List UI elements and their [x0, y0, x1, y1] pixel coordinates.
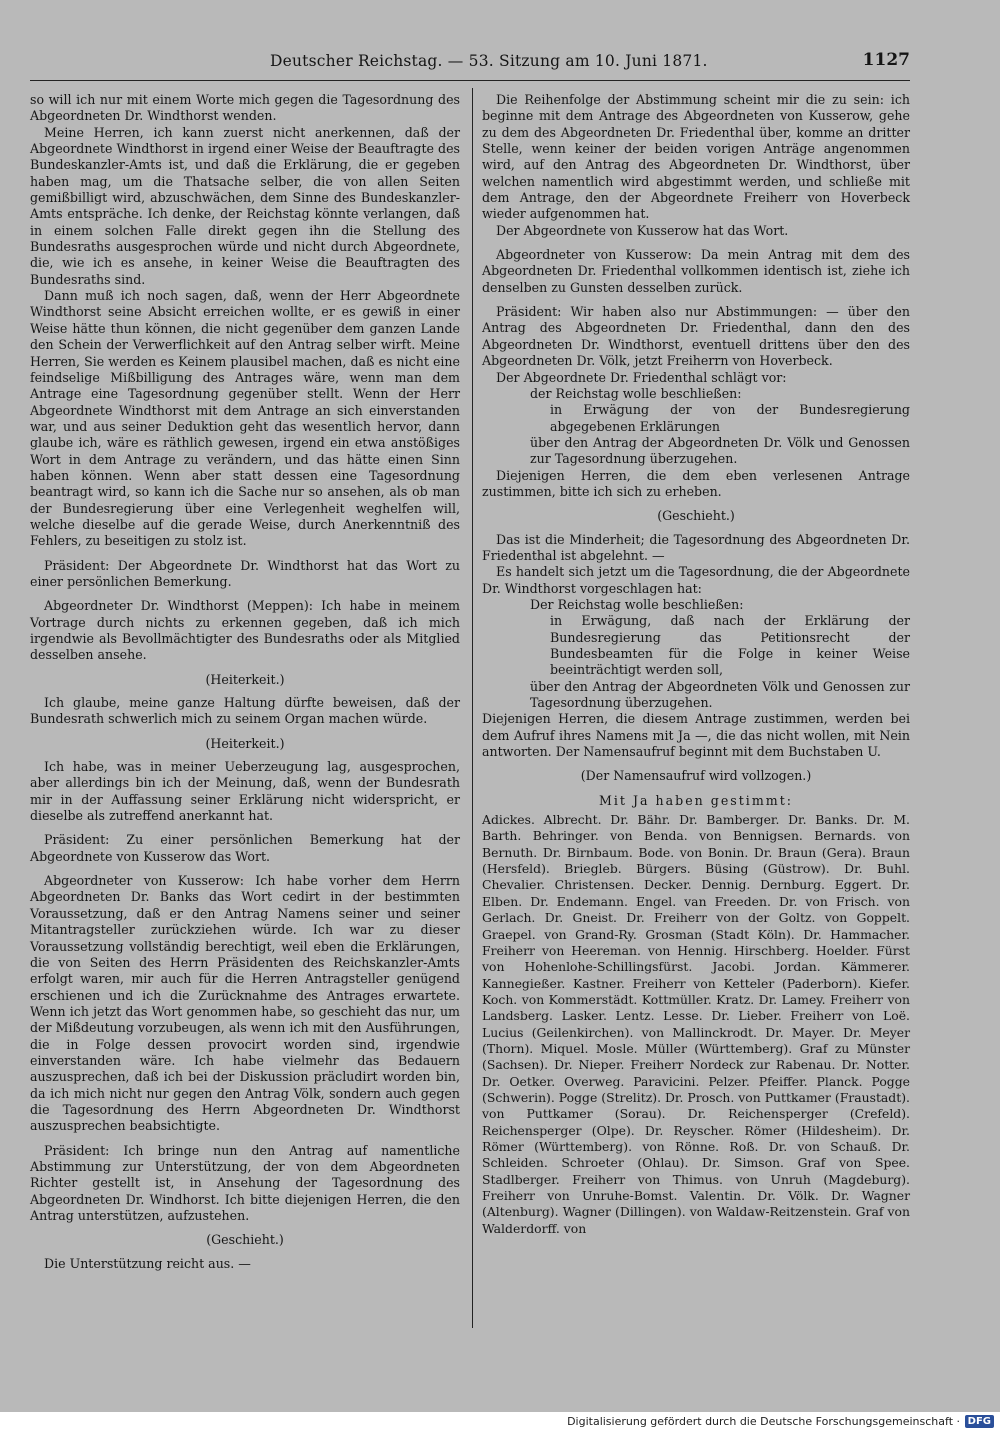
motion-text: der Reichstag wolle beschließen:	[530, 385, 742, 401]
paragraph: Die Unterstützung reicht aus. —	[44, 1255, 251, 1271]
speaker-paragraph: Abgeordneter von Kusserow: Da mein Antrag mit dem des Abgeordneten Dr. Friedenthal vollkommen identisch ist, ziehe ich denselben zu Gunsten desselben zurück.	[482, 247, 910, 295]
column-divider	[472, 88, 473, 1328]
digitization-footer	[0, 1412, 1000, 1432]
paragraph: Der Abgeordnete von Kusserow hat das Wort.	[496, 222, 789, 238]
speaker-paragraph: Abgeordneter von Kusserow: Ich habe vorher dem Herrn Abgeordneten Dr. Banks das Wort cedirt in der bestimmten Voraussetzung, daß er den Antrag Namens seiner und seiner Mitantragsteller zurückziehen würde. Ich war zu dieser Voraussetzung vollständig berechtigt, weil eben die Erklärungen, die von Seiten des Herrn Präsidenten des Reichskanzler-Amts erfolgt waren, mir auch für die Herren Antragsteller genügend erschienen und ich die Zurücknahme des Antrages erwartete. Wenn ich jetzt das Wort genommen habe, so geschieht das nur, um der Mißdeutung vorzubeugen, als wenn ich mit den Ausführungen, die in Folge dessen provocirt worden sind, irgendwie einverstanden wäre. Ich habe vielmehr das Bedauern auszusprechen, daß ich bei der Diskussion präcludirt worden bin, da ich mich nicht nur gegen den Antrag Völk, sondern auch gegen die Tagesordnung des Herrn Abgeordneten Dr. Windthorst auszusprechen beabsichtigte.	[30, 873, 460, 1134]
vote-name-list: Adickes. Albrecht. Dr. Bähr. Dr. Bamberger. Dr. Banks. Dr. M. Barth. Behringer. von Benda. von Bennigsen. Bernards. von Bernuth. Dr. Birnbaum. Bode. von Bonin. Dr. Braun (Gera). Braun (Hersfeld). Briegleb. Bürgers. Büsing (Güstrow). Dr. Buhl. Chevalier. Christensen. Decker. Dennig. Dernburg. Eggert. Dr. Elben. Dr. Endemann. Engel. van Freeden. Dr. von Frisch. von Gerlach. Dr. Gneist. Dr. Freiherr von der Goltz. von Goppelt. Graepel. von Grand-Ry. Grosman (Stadt Köln). Dr. Hammacher. Freiherr von Heereman. von Hennig. Hirschberg. Hoelder. Fürst von Hohenlohe-Schillingsfürst. Jacobi. Jordan. Kämmerer. Kannegießer. Kastner. Freiherr von Ketteler (Paderborn). Kiefer. Koch. von Kommerstädt. Kottmüller. Kratz. Dr. Lamey. Freiherr von Landsberg. Lasker. Lentz. Lesse. Dr. Lieber. Freiherr von Loë. Lucius (Geilenkirchen). von Mallinckrodt. Dr. Mayer. Dr. Meyer (Thorn). Miquel. Mosle. Müller (Württemberg). Graf zu Münster (Sachsen). Dr. Nieper. Freiherr Nordeck zur Rabenau. Dr. Notter. Dr. Oetker. Overweg. Paravicini. Pelzer. Pfeiffer. Planck. Pogge (Schwerin). Pogge (Strelitz). Dr. Prosch. von Puttkamer (Fraustadt). von Puttkamer (Sorau). Dr. Reichensperger (Crefeld). Reichensperger (Olpe). Dr. Reyscher. Römer (Hildesheim). Dr. Römer (Württemberg). von Rönne. Roß. Dr. von Schauß. Dr. Schleiden. Schroeter (Ohlau). Dr. Simson. Graf von Spee. Stadlberger. Freiherr von Thimus. von Unruh (Magdeburg). Freiherr von Unruhe-Bomst. Valentin. Dr. Völk. Dr. Wagner (Altenburg). Wagner (Dillingen). von Waldaw-Reitzenstein. Graf von Walderdorff. von	[482, 812, 910, 1236]
stage-direction: (Geschieht.)	[206, 1232, 284, 1248]
motion-text: Der Reichstag wolle beschließen:	[530, 596, 744, 612]
paragraph: Das ist die Minderheit; die Tagesordnung des Abgeordneten Dr. Friedenthal ist abgelehnt. —	[482, 531, 910, 563]
speaker-paragraph: Präsident: Zu einer persönlichen Bemerkung hat der Abgeordnete von Kusserow das Wort.	[30, 832, 460, 864]
stage-direction: (Der Namensaufruf wird vollzogen.)	[580, 768, 812, 784]
paragraph: Diejenigen Herren, die dem eben verlesenen Antrage zustimmen, bitte ich sich zu erheben.	[482, 467, 910, 499]
paragraph: Es handelt sich jetzt um die Tagesordnung, die der Abgeordnete Dr. Windthorst vorgeschlagen hat:	[482, 564, 910, 596]
paragraph: Die Reihenfolge der Abstimmung scheint mir die zu sein: ich beginne mit dem Antrage des Abgeordneten von Kusserow, gehe zu dem des Abgeordneten Dr. Friedenthal über, komme an dritter Stelle, wenn keiner der beiden vorigen Anträge angenommen wird, auf den Antrag des Abgeordneten Dr. Windthorst, über welchen namentlich wird abgestimmt werden, und schließe mit dem Antrage, den der Abgeordnete Freiherr von Hoverbeck wieder aufgenommen hat.	[482, 92, 910, 222]
speaker-paragraph: Präsident: Ich bringe nun den Antrag auf namentliche Abstimmung zur Unterstützung, der von dem Abgeordneten Richter gestellt ist, in Ansehung der Tagesordnung des Abgeordneten Dr. Windhorst. Ich bitte diejenigen Herren, die den Antrag unterstützen, aufzustehen.	[30, 1142, 460, 1223]
speaker-paragraph: Präsident: Der Abgeordnete Dr. Windthorst hat das Wort zu einer persönlichen Bemerkung.	[30, 557, 460, 589]
motion-text: über den Antrag der Abgeordneten Dr. Völk und Genossen zur Tagesordnung überzugehen.	[530, 434, 910, 467]
vote-heading: Mit Ja haben gestimmt:	[598, 792, 794, 808]
paragraph: Diejenigen Herren, die diesem Antrage zustimmen, werden bei dem Aufruf ihres Namens mit Ja —, die das nicht wollen, mit Nein antworten. Der Namensaufruf beginnt mit dem Buchstaben U.	[482, 711, 910, 760]
paragraph: Der Abgeordnete Dr. Friedenthal schlägt vor:	[496, 369, 787, 385]
motion-text: über den Antrag der Abgeordneten Völk und Genossen zur Tagesordnung überzugehen.	[530, 678, 910, 711]
dfg-logo: DFG	[965, 1415, 994, 1428]
right-column	[482, 92, 910, 1237]
paragraph: Dann muß ich noch sagen, daß, wenn der Herr Abgeordnete Windthorst seine Absicht erreichen wollte, er es gewiß in einer Weise hätte thun können, die nicht gegenüber dem ganzen Lande den Schein der Verwerflichkeit auf den Antrag selber wirft. Meine Herren, Sie werden es Keinem plausibel machen, daß es nicht eine feindselige Mißbilligung des Antrages wäre, wenn man dem Antrage eine Tagesordnung gegenüber stellt. Wenn der Herr Abgeordnete Windthorst mit dem Antrage an sich einverstanden war, und aus seiner Deduktion geht das wesentlich hervor, dann glaube ich, wäre es räthlich gewesen, irgend ein etwa anstößiges Wort in dem Antrage zu verändern, und das hätte einen Sinn haben können. Wenn aber statt dessen eine Tagesordnung beantragt wird, so kann ich die Sache nur so ansehen, als ob man der Bundesregierung über eine Verlegenheit weghelfen will, welche dieselbe auf die gerade Weise, durch Anerkenntniß des Fehlers, zu beseitigen zu stolz ist.	[30, 288, 460, 549]
motion-text: in Erwägung der von der Bundesregierung abgegebenen Erklärungen	[550, 402, 910, 434]
stage-direction: (Heiterkeit.)	[205, 735, 285, 751]
header-rule	[30, 80, 910, 81]
motion-text: in Erwägung, daß nach der Erklärung der Bundesregierung das Petitionsrecht der Bundesbeamten für die Folge in keiner Weise beeinträchtigt werden soll,	[550, 613, 910, 678]
speaker-paragraph: Abgeordneter Dr. Windthorst (Meppen): Ich habe in meinem Vortrage durch nichts zu erkennen gegeben, daß ich mich irgendwie als Bevollmächtigter des Bundesraths oder als Mitglied desselben ansehe.	[30, 598, 460, 663]
stage-direction: (Heiterkeit.)	[205, 671, 285, 687]
paragraph: Ich habe, was in meiner Ueberzeugung lag, ausgesprochen, aber allerdings bin ich der Meinung, daß, wenn der Bundesrath mir in der Auffassung seiner Erklärung nicht widerspricht, er dieselbe als zutreffend anerkannt hat.	[30, 759, 460, 824]
funding-credit: Digitalisierung gefördert durch die Deutsche Forschungsgemeinschaft ·	[567, 1415, 960, 1428]
page-header	[0, 50, 1000, 78]
paragraph: Ich glaube, meine ganze Haltung dürfte beweisen, daß der Bundesrath schwerlich mich zu seinem Organ machen würde.	[30, 695, 460, 727]
running-title: Deutscher Reichstag. — 53. Sitzung am 10. Juni 1871.	[270, 52, 708, 70]
stage-direction: (Geschieht.)	[657, 508, 735, 524]
page-number: 1127	[862, 50, 910, 70]
paragraph: so will ich nur mit einem Worte mich gegen die Tagesordnung des Abgeordneten Dr. Windthorst wenden.	[30, 92, 460, 124]
left-column	[30, 92, 460, 1272]
paragraph: Meine Herren, ich kann zuerst nicht anerkennen, daß der Abgeordnete Windthorst in irgend einer Weise der Beauftragte des Bundeskanzler-Amts ist, und daß die Erklärung, die er gegeben haben mag, um die Thatsache selber, die von allen Seiten gemißbilligt wird, abzuschwächen, dem Sinne des Bundeskanzler-Amts entspräche. Ich denke, der Reichstag könnte verlangen, daß in einem solchen Falle direkt gegen ihn die Stellung des Bundesraths ausgesprochen würde und nicht durch Abgeordnete, die, wie ich es ansehe, in keiner Weise die Beauftragten des Bundesraths sind.	[30, 124, 460, 287]
speaker-paragraph: Präsident: Wir haben also nur Abstimmungen: — über den Antrag des Abgeordneten Dr. Friedenthal, dann den des Abgeordneten Dr. Windthorst, eventuell drittens über den des Abgeordneten Dr. Völk, jetzt Freiherrn von Hoverbeck.	[482, 304, 910, 369]
